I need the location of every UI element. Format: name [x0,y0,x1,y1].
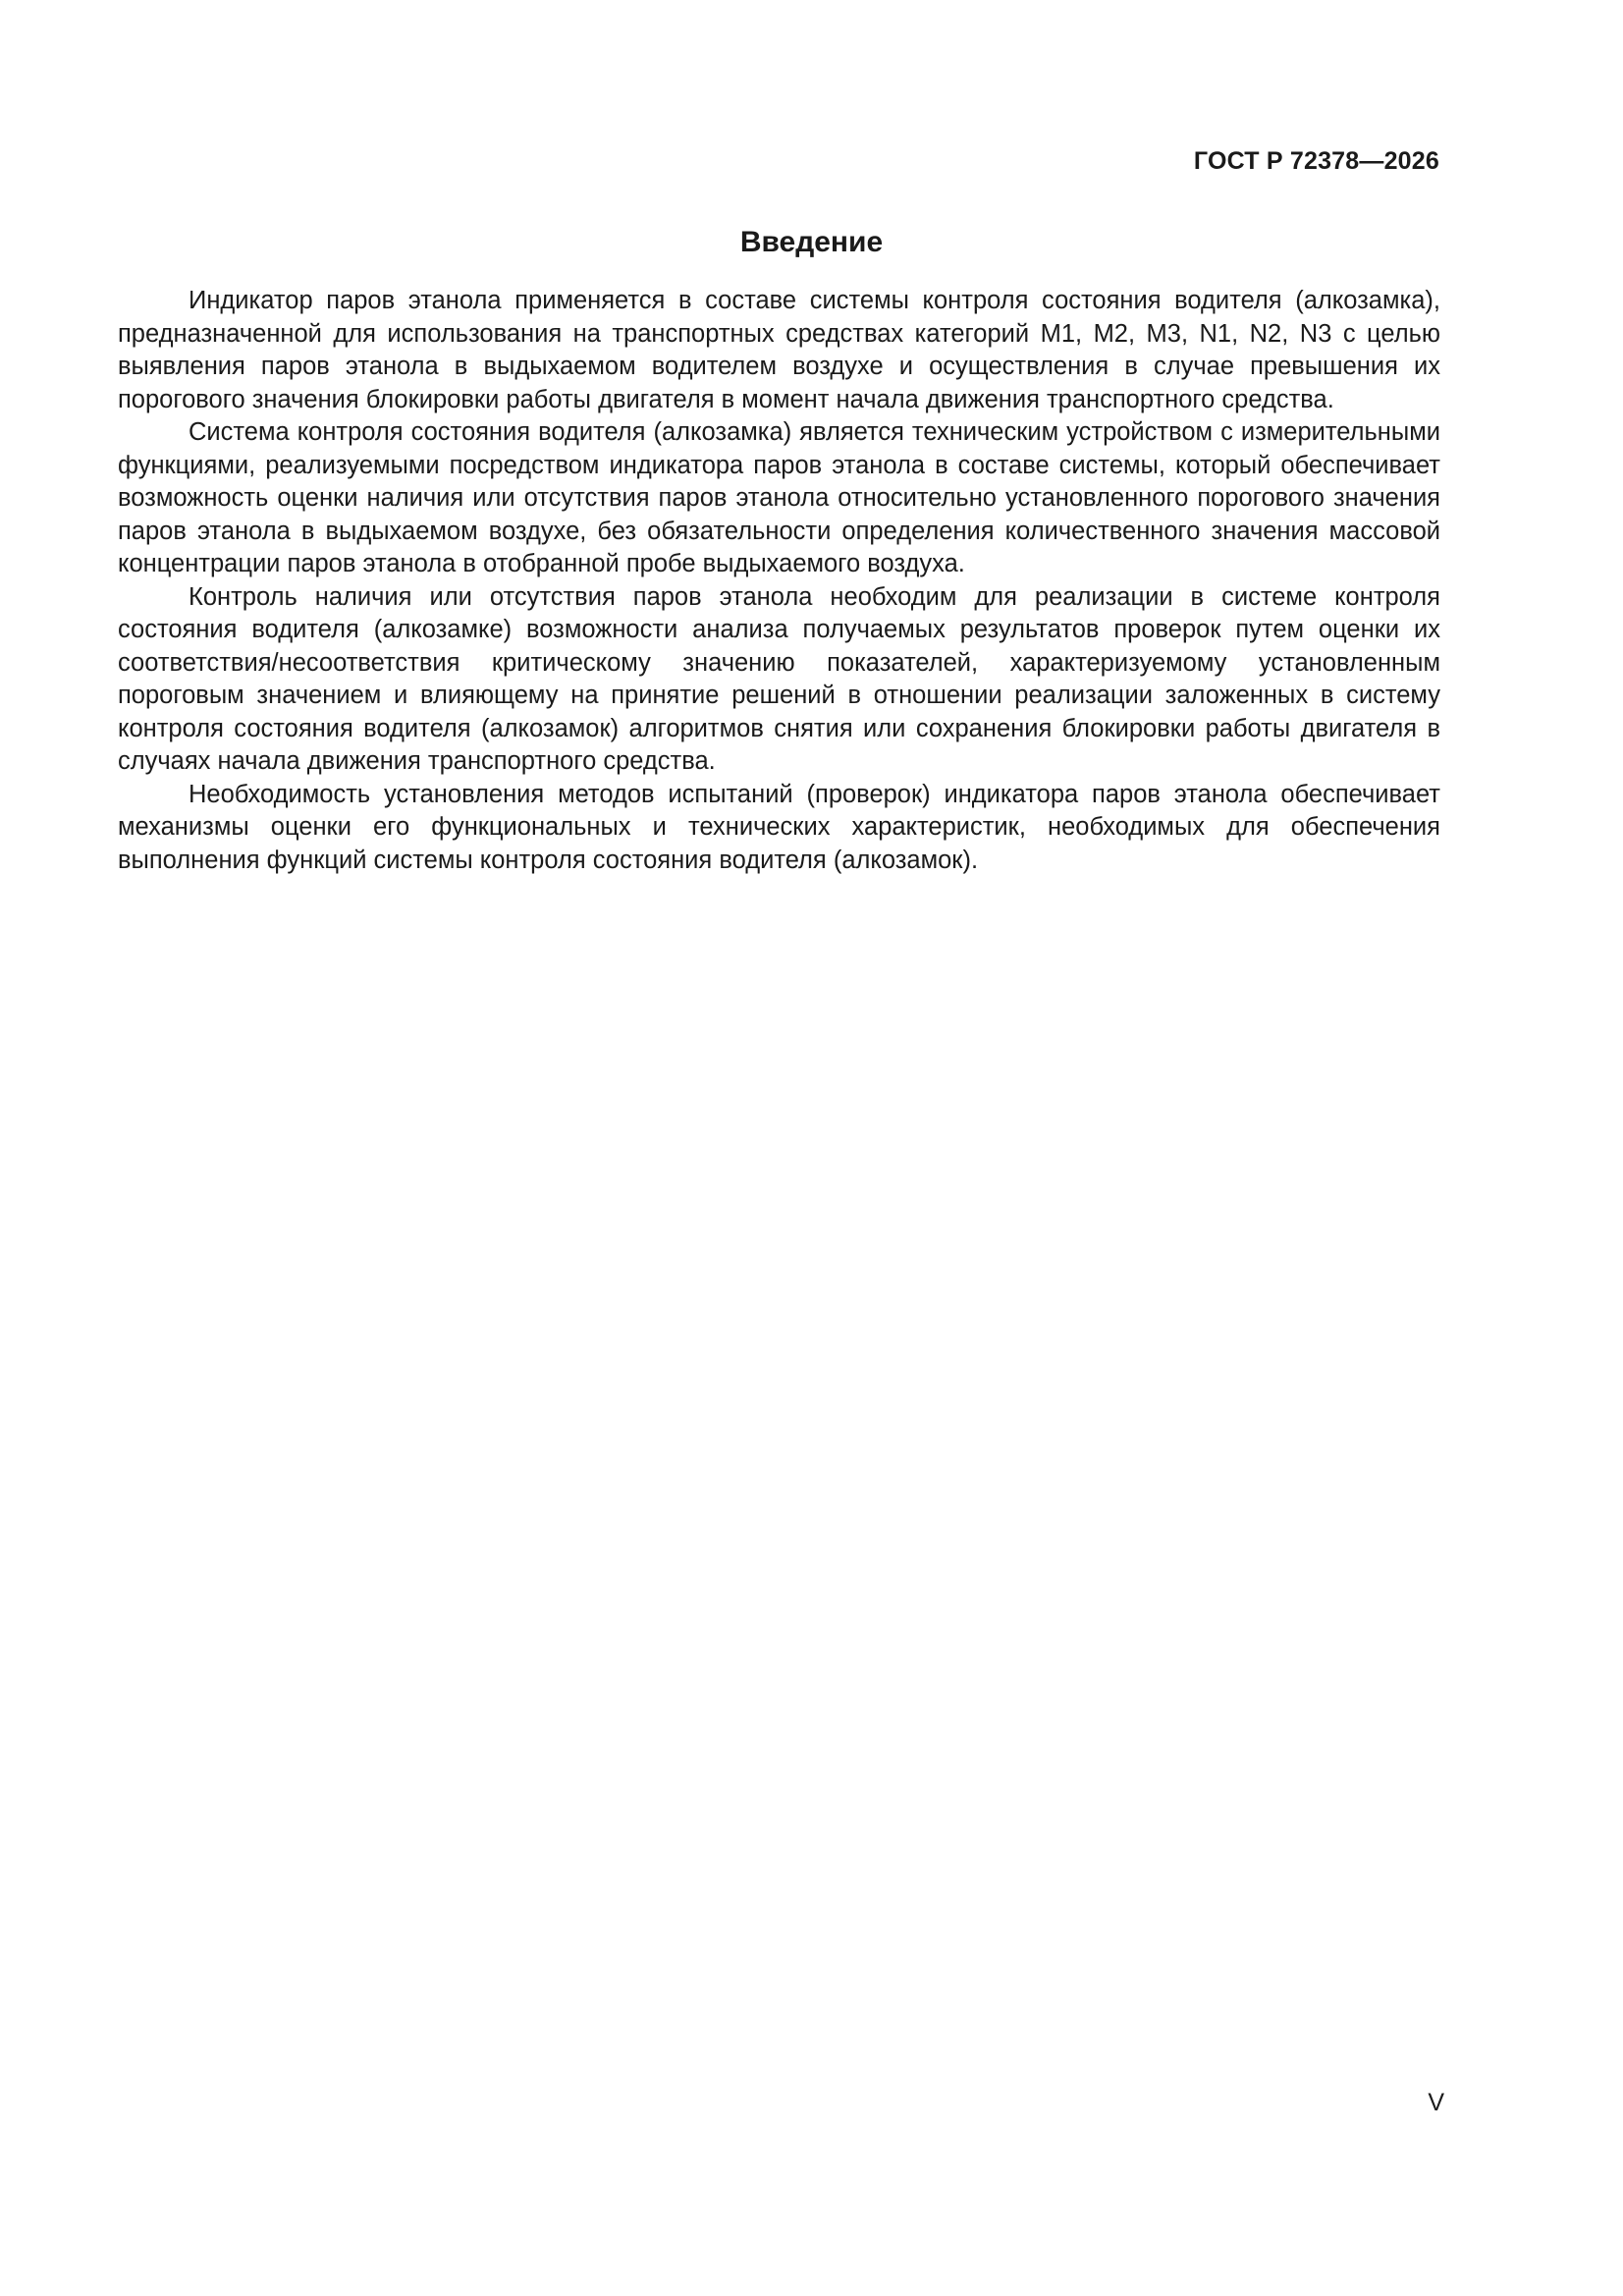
paragraph: Контроль наличия или отсутствия паров этанола необходим для реализации в системе контроля состояния водителя (алкозамке) возможности анализа получаемых результатов проверок путем оценки их соответствия/несоответствия критическому значению показателей, характеризуемому установленным пороговым значением и влияющему на принятие решений в отношении реализации заложенных в систему контроля состояния водителя (алкозамок) алгоритмов снятия или сохранения блокировки работы двигателя в случаях начала движения транспортного средства. [118,582,1440,775]
section-title: Введение [739,226,884,258]
paragraph: Система контроля состояния водителя (алкозамка) является техническим устройством с измерительными функциями, реализуемыми посредством индикатора паров этанола в составе системы, который обеспечивает возможность оценки наличия или отсутствия паров этанола относительно установленного порогового значения паров этанола в выдыхаемом воздухе, без обязательности определения количественного значения массовой концентрации паров этанола в отобранной пробе выдыхаемого воздуха. [118,418,1440,577]
paragraph: Индикатор паров этанола применяется в составе системы контроля состояния водителя (алкозамка), предназначенной для использования на транспортных средствах категорий М1, М2, М3, N1, N2, N3 с целью выявления паров этанола в выдыхаемом водителем воздухе и осуществления в случае превышения их порогового значения блокировки работы двигателя в момент начала движения транспортного средства. [118,287,1440,413]
page-number: V [1428,2089,1444,2116]
document-code: ГОСТ Р 72378—2026 [1193,147,1439,175]
paragraph: Необходимость установления методов испытаний (проверок) индикатора паров этанола обеспечивает механизмы оценки его функциональных и технических характеристик, необходимых для обеспечения выполнения функций системы контроля состояния водителя (алкозамок). [118,780,1440,874]
section-body [118,285,1440,877]
